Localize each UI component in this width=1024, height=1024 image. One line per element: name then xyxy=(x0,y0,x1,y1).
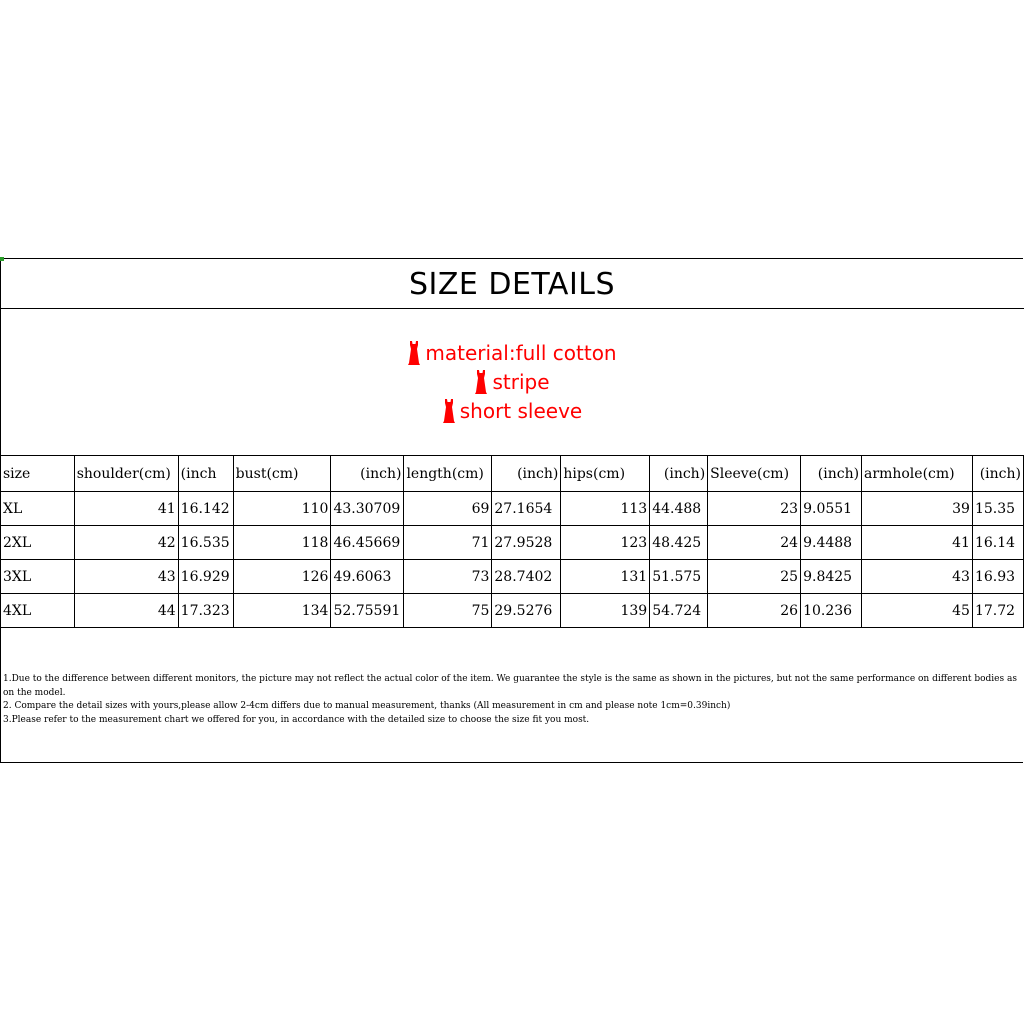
table-cell: 9.0551 xyxy=(801,492,862,526)
table-cell: 25 xyxy=(708,560,801,594)
column-header: hips(cm) xyxy=(561,456,650,492)
table-cell: 16.93 xyxy=(972,560,1023,594)
table-cell: 9.8425 xyxy=(801,560,862,594)
column-header: (inch) xyxy=(801,456,862,492)
table-cell: 16.142 xyxy=(178,492,233,526)
table-cell: 45 xyxy=(862,594,973,628)
table-cell: 110 xyxy=(233,492,331,526)
feature-text: stripe xyxy=(492,369,550,394)
notes xyxy=(3,673,1021,727)
column-header: (inch) xyxy=(492,456,561,492)
table-cell: 10.236 xyxy=(801,594,862,628)
table-cell: 51.575 xyxy=(650,560,708,594)
table-cell: 113 xyxy=(561,492,650,526)
column-header: size xyxy=(1,456,75,492)
table-cell: 15.35 xyxy=(972,492,1023,526)
table-cell: 131 xyxy=(561,560,650,594)
note-item: 2. Compare the detail sizes with yours,please allow 2-4cm differs due to manual measurement, thanks (All measurement in cm and please note 1cm=0.39inch) xyxy=(3,701,731,711)
table-cell: 123 xyxy=(561,526,650,560)
table-cell: 23 xyxy=(708,492,801,526)
table-cell: 44 xyxy=(74,594,178,628)
note-item: 1.Due to the difference between different monitors, the picture may not reflect the actual color of the item. We guarantee the style is the same as shown in the pictures, but not the same performance on different bodies as on the model. xyxy=(3,674,1017,698)
feature-text: material:full cotton xyxy=(425,340,617,365)
table-cell: 27.9528 xyxy=(492,526,561,560)
table-cell: 73 xyxy=(404,560,492,594)
table-cell: 69 xyxy=(404,492,492,526)
table-cell: 44.488 xyxy=(650,492,708,526)
column-header: (inch) xyxy=(331,456,404,492)
column-header: length(cm) xyxy=(404,456,492,492)
table-cell: 126 xyxy=(233,560,331,594)
table-cell: 16.535 xyxy=(178,526,233,560)
table-cell: 43 xyxy=(74,560,178,594)
feature-item xyxy=(0,367,1024,396)
table-cell: 29.5276 xyxy=(492,594,561,628)
table-cell: 71 xyxy=(404,526,492,560)
table-cell: 42 xyxy=(74,526,178,560)
table-cell: 17.323 xyxy=(178,594,233,628)
table-cell: 41 xyxy=(74,492,178,526)
table-cell: 27.1654 xyxy=(492,492,561,526)
column-header: shoulder(cm) xyxy=(74,456,178,492)
table-cell: 43 xyxy=(862,560,973,594)
dress-icon xyxy=(474,370,488,394)
size-cell: 2XL xyxy=(1,526,75,560)
table-cell: 75 xyxy=(404,594,492,628)
size-cell: 4XL xyxy=(1,594,75,628)
table-cell: 118 xyxy=(233,526,331,560)
divider xyxy=(0,308,1024,309)
feature-list xyxy=(0,338,1024,425)
page-title: SIZE DETAILS xyxy=(408,267,616,302)
column-header: (inch) xyxy=(650,456,708,492)
table-cell: 16.14 xyxy=(972,526,1023,560)
feature-item xyxy=(0,338,1024,367)
column-header: Sleeve(cm) xyxy=(708,456,801,492)
table-cell: 52.75591 xyxy=(331,594,404,628)
table-cell: 41 xyxy=(862,526,973,560)
size-cell: 3XL xyxy=(1,560,75,594)
feature-item xyxy=(0,396,1024,425)
table-cell: 54.724 xyxy=(650,594,708,628)
table-cell: 17.72 xyxy=(972,594,1023,628)
table-cell: 24 xyxy=(708,526,801,560)
table-cell: 16.929 xyxy=(178,560,233,594)
table-cell: 39 xyxy=(862,492,973,526)
table-cell: 26 xyxy=(708,594,801,628)
table-cell: 139 xyxy=(561,594,650,628)
dress-icon xyxy=(442,399,456,423)
feature-text: short sleeve xyxy=(459,398,583,423)
note-item: 3.Please refer to the measurement chart we offered for you, in accordance with the detailed size to choose the size fit you most. xyxy=(3,714,590,725)
table-cell: 43.30709 xyxy=(331,492,404,526)
size-table xyxy=(0,455,1024,628)
table-cell: 28.7402 xyxy=(492,560,561,594)
size-cell: XL xyxy=(1,492,75,526)
table-cell: 134 xyxy=(233,594,331,628)
column-header: (inch) xyxy=(972,456,1023,492)
table-cell: 48.425 xyxy=(650,526,708,560)
table-cell: 49.6063 xyxy=(331,560,404,594)
column-header: bust(cm) xyxy=(233,456,331,492)
column-header: armhole(cm) xyxy=(862,456,973,492)
column-header: (inch xyxy=(178,456,233,492)
table-row xyxy=(1,526,1024,560)
table-cell: 46.45669 xyxy=(331,526,404,560)
dress-icon xyxy=(407,341,421,365)
table-row xyxy=(1,492,1024,526)
table-row xyxy=(1,594,1024,628)
table-header-row xyxy=(1,456,1024,492)
table-cell: 9.4488 xyxy=(801,526,862,560)
table-row xyxy=(1,560,1024,594)
